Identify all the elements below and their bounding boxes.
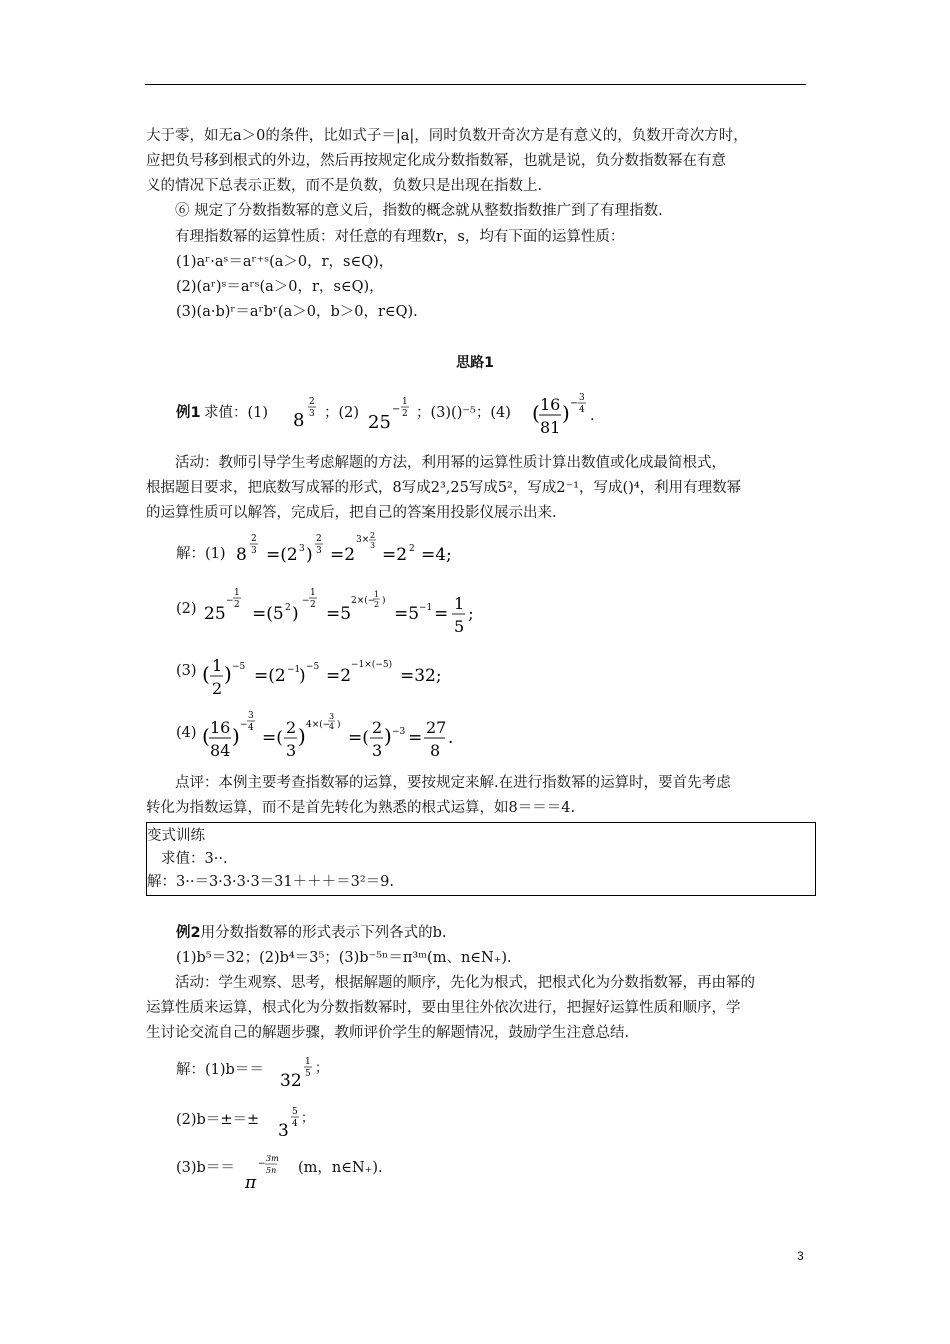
- ex2-solution-1: [176, 1052, 476, 1092]
- svg-text:4: 4: [248, 723, 254, 733]
- variant-title: 变式训练: [147, 828, 205, 844]
- paragraph: 运算性质来运算，根式化为分数指数幂时，要由里往外依次进行，把握好运算性质和顺序，学: [146, 1000, 741, 1016]
- svg-text:5: 5: [454, 617, 465, 636]
- svg-text:2: 2: [372, 718, 383, 737]
- svg-text:5n: 5n: [266, 1166, 277, 1175]
- property-3: (3)(a·b)ʳ＝aʳbʳ(a＞0，b＞0，r∈Q).: [176, 304, 418, 320]
- paragraph: 活动：学生观察、思考，根据解题的顺序，先化为根式，把根式化为分数指数幂，再由幂的: [175, 975, 755, 991]
- svg-text:): ): [292, 604, 299, 624]
- solution-3: [176, 645, 576, 699]
- svg-text:(: (: [532, 401, 540, 425]
- svg-text:2: 2: [370, 531, 376, 540]
- svg-text:−1: −1: [419, 603, 433, 613]
- solution-label: (2): [176, 601, 197, 617]
- variant-training-box: [146, 822, 816, 896]
- solution-label: 解：(1): [176, 546, 226, 562]
- svg-text:=2: =2: [382, 545, 408, 565]
- svg-text:4: 4: [329, 722, 335, 731]
- solution-1-expr: [234, 530, 534, 570]
- svg-text:2: 2: [316, 534, 322, 544]
- svg-text:81: 81: [540, 418, 561, 437]
- paragraph: 点评：本例主要考查指数幂的运算，要按规定来解.在进行指数幂的运算时，要首先考虑: [175, 775, 731, 791]
- svg-text:2: 2: [374, 600, 380, 609]
- svg-text:3: 3: [248, 711, 254, 721]
- example-label: 例1: [176, 405, 201, 421]
- solution-label: (3)b＝＝: [176, 1160, 235, 1176]
- solution-tail: (m，n∈N₊).: [298, 1160, 383, 1176]
- part-2-label: ；(2): [324, 405, 360, 421]
- header-rule: [145, 84, 806, 85]
- expr-32-fifth: [278, 1052, 338, 1092]
- svg-text:2: 2: [251, 534, 257, 544]
- svg-text:=5: =5: [326, 604, 352, 624]
- svg-text:=2: =2: [326, 666, 352, 686]
- page-number: 3: [797, 1249, 804, 1263]
- paragraph: 转化为指数运算，而不是首先转化为熟悉的根式运算，如8＝＝＝4.: [146, 800, 576, 816]
- ex2-solution-3: [176, 1150, 496, 1194]
- svg-text:5: 5: [292, 1107, 298, 1117]
- svg-text:25: 25: [204, 604, 226, 624]
- svg-text:2: 2: [409, 544, 415, 554]
- solution-label: 解：(1)b＝＝: [176, 1062, 264, 1078]
- paragraph: 义的情况下总表示正数，而不是负数，负数只是出现在指数上.: [146, 178, 543, 194]
- svg-text:5: 5: [305, 1069, 311, 1079]
- svg-text:3: 3: [309, 409, 315, 419]
- svg-text:4: 4: [292, 1119, 298, 1129]
- part-3-label: ；(3)()⁻⁵；(4): [416, 405, 511, 421]
- svg-text:(: (: [202, 724, 210, 748]
- solution-label: (3): [176, 663, 197, 679]
- svg-text:32: 32: [280, 1071, 302, 1091]
- paragraph: 生讨论交流自己的解题步骤，教师评价学生的解题情况，鼓励学生注意总结.: [146, 1025, 630, 1041]
- svg-text:.: .: [590, 408, 595, 424]
- svg-text:): ): [224, 662, 232, 686]
- svg-text:3: 3: [278, 1121, 289, 1141]
- svg-text:；: ；: [315, 1061, 329, 1076]
- svg-text:2: 2: [234, 600, 240, 610]
- svg-text:=(5: =(5: [252, 604, 284, 624]
- svg-text:.: .: [448, 728, 454, 748]
- svg-text:=(: =(: [262, 728, 283, 748]
- svg-text:2: 2: [286, 718, 297, 737]
- svg-text:8: 8: [430, 741, 441, 760]
- svg-text:): ): [299, 666, 306, 686]
- svg-text:−: −: [226, 596, 234, 606]
- solution-4: [176, 707, 576, 763]
- svg-text:1: 1: [305, 1057, 311, 1067]
- svg-text:): ): [232, 724, 240, 748]
- svg-text:1: 1: [310, 588, 316, 598]
- svg-text:): ): [382, 596, 386, 606]
- paragraph: 的运算性质可以解答，完成后，把自己的答案用投影仪展示出来.: [146, 505, 557, 521]
- variant-answer: 解：3··＝3·3·3·3＝31＋＋＋＝3²＝9.: [147, 874, 394, 890]
- solution-4-expr: [202, 707, 522, 763]
- svg-text:2: 2: [212, 679, 223, 698]
- svg-text:3m: 3m: [266, 1154, 279, 1163]
- paragraph: 根据题目要求，把底数写成幂的形式，8写成2³,25写成5²，写成2⁻¹，写成()⁴，利用有理数幂: [146, 480, 742, 496]
- svg-text:−: −: [258, 1159, 266, 1169]
- svg-text:3: 3: [286, 741, 297, 760]
- svg-text:2: 2: [402, 409, 408, 419]
- example-2-question: (1)b⁵＝32；(2)b⁴＝3⁵；(3)b⁻⁵ⁿ＝π³ᵐ(m、n∈N₊).: [176, 950, 512, 966]
- solution-3-expr: [202, 645, 502, 699]
- svg-text:4: 4: [579, 405, 585, 415]
- expr-25-neg-half: [366, 390, 420, 434]
- expr-16-81-power: [532, 390, 602, 440]
- svg-text:3×: 3×: [356, 535, 370, 545]
- svg-text:): ): [306, 545, 313, 565]
- svg-text:−: −: [302, 596, 310, 606]
- svg-text:1: 1: [402, 397, 408, 407]
- solution-2-expr: [202, 585, 502, 637]
- svg-text:2: 2: [309, 397, 315, 407]
- svg-text:3: 3: [316, 546, 322, 556]
- svg-text:−1×(−5): −1×(−5): [351, 660, 393, 670]
- paragraph: ⑥ 规定了分数指数幂的意义后，指数的概念就从整数指数推广到了有理指数.: [175, 203, 663, 219]
- svg-text:=32;: =32;: [400, 666, 442, 686]
- svg-text:16: 16: [210, 718, 231, 737]
- expr-pi-power: [242, 1150, 294, 1194]
- svg-text:27: 27: [426, 718, 447, 737]
- svg-text:4×(−: 4×(−: [306, 720, 331, 730]
- svg-text:): ): [298, 724, 306, 748]
- paragraph: 大于零，如无a＞0的条件，比如式子＝|a|，同时负数开奇次方是有意义的，负数开奇次方时，: [146, 128, 748, 144]
- example-text: 用分数指数幂的形式表示下列各式的b.: [200, 925, 447, 941]
- example-label: 例2: [176, 925, 201, 941]
- svg-text:−: −: [392, 404, 401, 415]
- svg-text:3: 3: [299, 544, 305, 554]
- property-1: (1)aʳ·aˢ＝aʳ⁺ˢ(a＞0，r，s∈Q)，: [176, 254, 394, 270]
- property-2: (2)(aʳ)ˢ＝aʳˢ(a＞0，r，s∈Q)，: [176, 279, 384, 295]
- svg-text:16: 16: [540, 395, 561, 414]
- svg-text:1: 1: [454, 594, 465, 613]
- svg-text:=5: =5: [394, 604, 420, 624]
- example-text: 求值：(1): [204, 405, 269, 421]
- solution-2: [176, 585, 576, 637]
- svg-text:−5: −5: [232, 662, 246, 672]
- svg-text:3: 3: [370, 541, 376, 550]
- svg-text:−1: −1: [287, 665, 301, 675]
- svg-text:π: π: [245, 1173, 257, 1193]
- svg-text:): ): [384, 724, 392, 748]
- svg-text:；: ；: [301, 1111, 315, 1126]
- svg-text:): ): [337, 720, 341, 730]
- svg-text:): ): [562, 401, 570, 425]
- section-title: 思路1: [456, 355, 494, 371]
- expr-3-five-fourths: [276, 1102, 326, 1142]
- svg-text:=4;: =4;: [421, 545, 452, 565]
- paragraph: 活动：教师引导学生考虑解题的方法，利用幂的运算性质计算出数值或化成最简根式，: [175, 455, 726, 471]
- solution-label: (2)b＝±＝±: [176, 1112, 260, 1128]
- paragraph: 应把负号移到根式的外边，然后再按规定化成分数指数幂，也就是说，负分数指数幂在有意: [146, 153, 726, 169]
- svg-text:=(2: =(2: [254, 666, 286, 686]
- svg-text:=(2: =(2: [266, 545, 298, 565]
- example-2-title: [176, 922, 446, 944]
- svg-text:=2: =2: [330, 545, 356, 565]
- svg-text:2: 2: [285, 603, 291, 613]
- svg-text:−3: −3: [392, 727, 406, 737]
- example-1-question: [176, 390, 816, 440]
- svg-text:8: 8: [293, 410, 305, 431]
- solution-1: [176, 530, 576, 572]
- svg-text:3: 3: [329, 712, 335, 721]
- svg-text:3: 3: [251, 546, 257, 556]
- svg-text:1: 1: [234, 588, 240, 598]
- svg-text:8: 8: [236, 545, 247, 565]
- svg-text:84: 84: [210, 741, 231, 760]
- svg-text:−: −: [570, 398, 579, 409]
- svg-text:3: 3: [372, 741, 383, 760]
- svg-text:3: 3: [579, 393, 585, 403]
- svg-text:(: (: [202, 662, 210, 686]
- svg-text:−: −: [240, 720, 248, 730]
- svg-text:1: 1: [212, 656, 223, 675]
- svg-text:=(: =(: [348, 728, 369, 748]
- svg-text:2: 2: [310, 600, 316, 610]
- svg-text:1: 1: [374, 590, 380, 599]
- svg-text:25: 25: [368, 412, 391, 433]
- ex2-solution-2: [176, 1102, 476, 1142]
- variant-question: 求值：3··.: [161, 851, 228, 867]
- svg-text:=: =: [408, 728, 423, 748]
- svg-text:;: ;: [468, 604, 474, 624]
- svg-text:2×(−: 2×(−: [351, 596, 376, 606]
- paragraph: 有理指数幂的运算性质：对任意的有理数r，s，均有下面的运算性质：: [175, 229, 625, 245]
- svg-text:−5: −5: [306, 662, 320, 672]
- solution-label: (4): [176, 725, 197, 741]
- svg-text:=: =: [434, 604, 449, 624]
